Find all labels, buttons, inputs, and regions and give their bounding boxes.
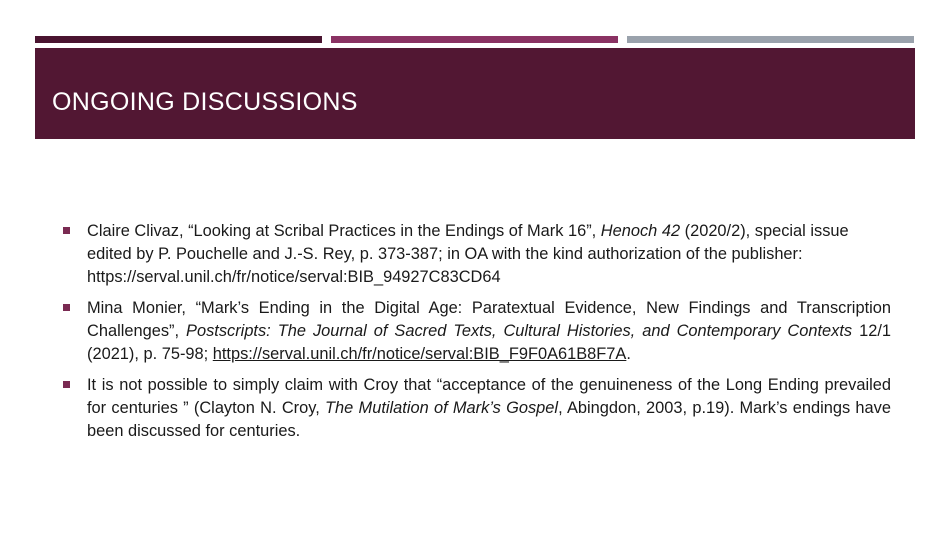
serval-link[interactable]: https://serval.unil.ch/fr/notice/serval:BIB_F9F0A61B8F7A bbox=[212, 345, 627, 363]
citation-text: Claire Clivaz, “Looking at Scribal Practices in the Endings of Mark 16”, bbox=[87, 222, 601, 240]
citation-text: 12/1 (2021), p. 75-98; bbox=[87, 322, 891, 363]
bullet-text bbox=[87, 374, 891, 443]
bullet-item-monier bbox=[61, 297, 891, 366]
square-bullet-icon bbox=[63, 304, 70, 311]
bullet-item-clivaz bbox=[61, 220, 891, 289]
top-stripe-dark bbox=[35, 36, 322, 43]
journal-title: Postscripts: The Journal of Sacred Texts, Cultural Histories, and Contemporary Contexts bbox=[186, 322, 853, 340]
citation-text: Mina Monier, “Mark’s Ending in the Digital Age: Paratextual Evidence, New Findings and Transcription Challenges”, bbox=[87, 299, 891, 340]
book-title: The Mutilation of Mark’s Gospel bbox=[325, 399, 559, 417]
bullet-item-croy bbox=[61, 374, 891, 443]
title-banner bbox=[35, 48, 915, 139]
slide-title: ONGOING DISCUSSIONS bbox=[52, 88, 358, 116]
bullet-list bbox=[61, 220, 891, 451]
square-bullet-icon bbox=[63, 381, 70, 388]
top-stripe-gray bbox=[627, 36, 914, 43]
citation-text: , Abingdon, 2003, p.19). Mark’s endings have been discussed for centuries. bbox=[87, 399, 891, 440]
bullet-text bbox=[87, 220, 891, 289]
citation-text: (2020/2), special issue edited by P. Pouchelle and J.-S. Rey, p. 373-387; in OA with the kind authorization of the publisher: https://serval.unil.ch/fr/notice/serval:BIB_94927C83CD64 bbox=[87, 222, 849, 286]
top-stripe-magenta bbox=[331, 36, 618, 43]
citation-text: . bbox=[626, 345, 631, 363]
square-bullet-icon bbox=[63, 227, 70, 234]
bullet-text bbox=[87, 297, 891, 366]
journal-title: Henoch 42 bbox=[600, 222, 681, 240]
citation-text: It is not possible to simply claim with Croy that “acceptance of the genuineness of the Long Ending prevailed for centuries ” (Clayton N. Croy, bbox=[87, 376, 891, 417]
